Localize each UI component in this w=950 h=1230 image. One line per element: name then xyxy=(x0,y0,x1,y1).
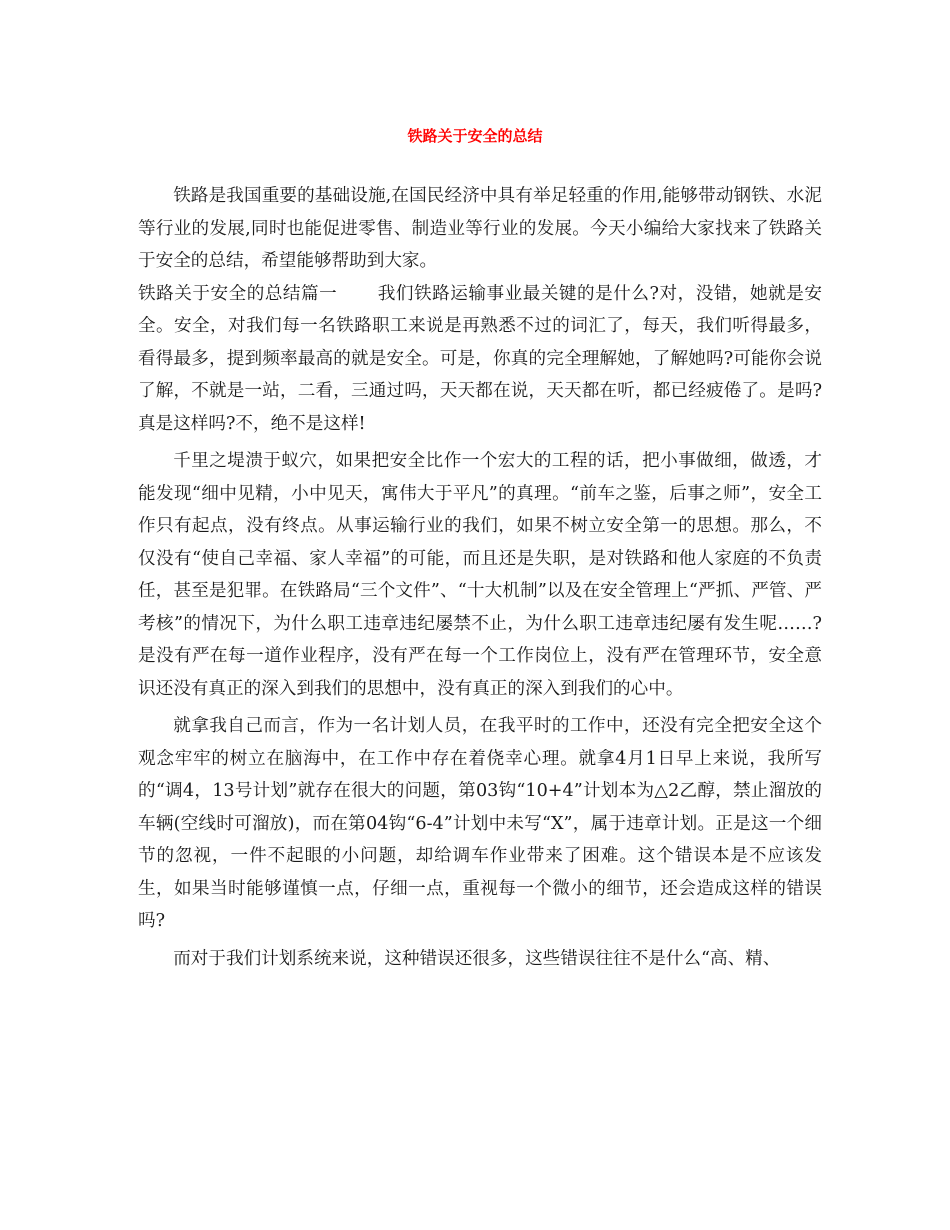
body-paragraph: 就拿我自己而言，作为一名计划人员，在我平时的工作中，还没有完全把安全这个观念牢牢的树立在脑海中，在工作中存在着侥幸心理。就拿4月1日早上来说，我所写的“调4，13号计划”就存在很大的问题，第03钩“10+4”计划本为△2乙醇，禁止溜放的车辆(空线时可溜放)，而在第04钩“6-4”计划中未写“X”，属于违章计划。正是这一个细节的忽视，一件不起眼的小问题，却给调车作业带来了困难。这个错误本是不应该发生，如果当时能够谨慎一点，仔细一点，重视每一个微小的细节，还会造成这样的错误吗? xyxy=(138,716,822,931)
document-title: 铁路关于安全的总结 xyxy=(407,127,543,145)
body-paragraph: 而对于我们计划系统来说，这种错误还很多，这些错误往往不是什么“高、精、 xyxy=(173,948,781,969)
intro-paragraph: 铁路是我国重要的基础设施,在国民经济中具有举足轻重的作用,能够带动钢铁、水泥等行业的发展,同时也能促进零售、制造业等行业的发展。今天小编给大家找来了铁路关于安全的总结，希望能够帮助到大家。 xyxy=(138,186,822,271)
document-body xyxy=(138,180,822,975)
section-heading: 铁路关于安全的总结篇一 xyxy=(138,283,338,304)
body-paragraph: 千里之堤溃于蚁穴，如果把安全比作一个宏大的工程的话，把小事做细，做透，才能发现“细中见精，小中见天，寓伟大于平凡”的真理。“前车之鉴，后事之师”，安全工作只有起点，没有终点。从事运输行业的我们，如果不树立安全第一的思想。那么，不仅没有“使自己幸福、家人幸福”的可能，而且还是失职，是对铁路和他人家庭的不负责任，甚至是犯罪。在铁路局“三个文件”、“十大机制”以及在安全管理上“严抓、严管、严考核”的情况下，为什么职工违章违纪屡禁不止，为什么职工违章违纪屡有发生呢……?是没有严在每一道作业程序，没有严在每一个工作岗位上，没有严在管理环节，安全意识还没有真正的深入到我们的思想中，没有真正的深入到我们的心中。 xyxy=(138,451,822,699)
section-one-text: 我们铁路运输事业最关键的是什么?对，没错，她就是安全。安全，对我们每一名铁路职工来说是再熟悉不过的词汇了，每天，我们听得最多，看得最多，提到频率最高的就是安全。可是，你真的完全理解她，了解她吗?可能你会说了解，不就是一站，二看，三通过吗，天天都在说，天天都在听，都已经疲倦了。是吗?真是这样吗?不，绝不是这样! xyxy=(138,283,822,434)
section-one-paragraph xyxy=(138,278,822,441)
